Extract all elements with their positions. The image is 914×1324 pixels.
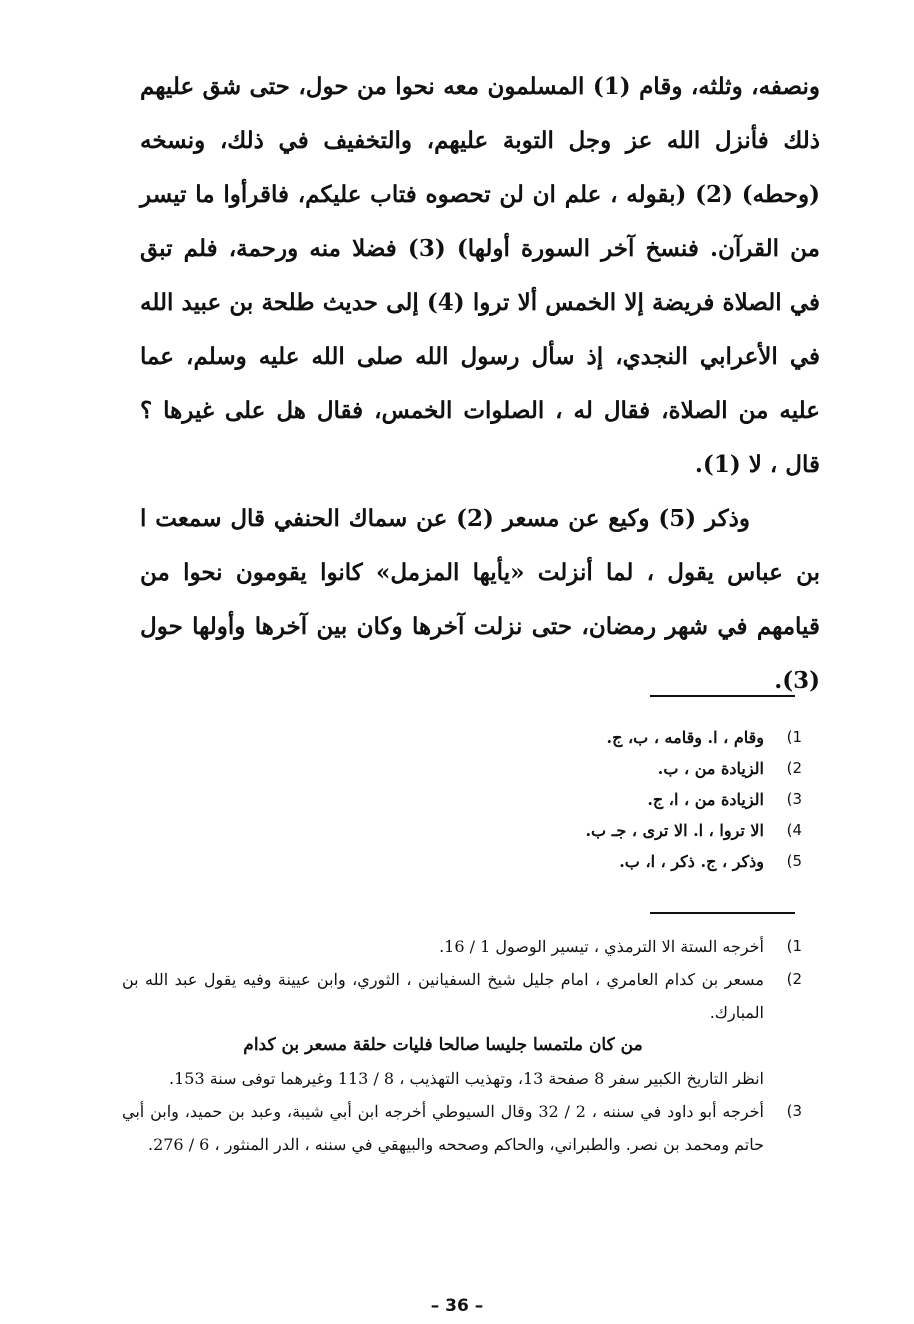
page-number: – 36 – <box>430 1296 484 1316</box>
note-text: الا تروا ، ا. الا ترى ، جـ ب. <box>585 821 764 840</box>
variant-note <box>502 722 802 753</box>
variant-note <box>502 753 802 784</box>
footnote-divider-2 <box>650 912 795 914</box>
note-number: 5) <box>786 852 802 870</box>
note-text: مسعر بن كدام العامري ، امام جليل شيخ السفيانين ، الثوري، وابن عيينة وفيه يقول عبد الله بن المبارك. <box>122 970 764 1022</box>
note-text: وقام ، ا. وقامه ، ب، ج. <box>606 728 764 747</box>
note-number: 3) <box>786 790 802 808</box>
reference-note <box>122 930 802 963</box>
variant-note <box>502 846 802 877</box>
note-number: 2) <box>786 970 802 988</box>
note-text: الزيادة من ، ا، ج. <box>647 790 764 809</box>
reference-note <box>122 1095 802 1161</box>
note-text: أخرجه الستة الا الترمذي ، تيسير الوصول 1 / 16. <box>439 937 764 956</box>
note-text: وذكر ، ج. ذكر ، ا، ب. <box>619 852 764 871</box>
poetry-verse: من كان ملتمسا جليسا صالحا فليات حلقة مسعر بن كدام <box>243 1035 643 1055</box>
main-paragraph-1: ونصفه، وثلثه، وقام (1) المسلمون معه نحوا من حول، حتى شق عليهم ذلك فأنزل الله عز وجل التوبة عليهم، والتخفيف في ذلك، ونسخه (وحطه) (2) (بقوله ، علم ان لن تحصوه فتاب عليكم، فاقرأوا ما تيسر من القرآن. فنسخ آخر السورة أولها) (3) فضلا منه ورحمة، فلم تبق في الصلاة فريضة إلا الخمس ألا تروا (4) إلى حديث طلحة بن عبيد الله في الأعرابي النجدي، إذ سأل رسول الله صلى الله عليه وسلم، عما عليه من الصلاة، فقال له ، الصلوات الخمس، فقال هل على غيرها ؟ قال ، لا (1). <box>140 73 820 478</box>
note-number: 1) <box>786 728 802 746</box>
variant-note <box>502 815 802 846</box>
reference-notes <box>122 930 802 1161</box>
variant-notes <box>502 722 802 877</box>
reference-note <box>122 963 802 1095</box>
variant-note <box>502 784 802 815</box>
note-text: الزيادة من ، ب. <box>657 759 764 778</box>
note-number: 3) <box>786 1102 802 1120</box>
footnote-divider-1 <box>650 695 795 697</box>
note-number: 1) <box>786 937 802 955</box>
note-text: انظر التاريخ الكبير سفر 8 صفحة 13، وتهذيب التهذيب ، 8 / 113 وغيرهما توفى سنة 153. <box>169 1069 764 1088</box>
note-number: 2) <box>786 759 802 777</box>
main-paragraph-2: وذكر (5) وكيع عن مسعر (2) عن سماك الحنفي قال سمعت ا بن عباس يقول ، لما أنزلت «يأيها المزمل» كانوا يقومون نحوا من قيامهم في شهر رمضان، حتى نزلت آخرها وكان بين آخرها وأولها حول (3). <box>140 505 820 694</box>
note-number: 4) <box>786 821 802 839</box>
main-text <box>140 60 820 708</box>
note-text: أخرجه أبو داود في سننه ، 2 / 32 وقال السيوطي أخرجه ابن أبي شيبة، وعبد بن حميد، وابن أبي حاتم ومحمد بن نصر. والطبراني، والحاكم وصححه والبيهقي في سننه ، الدر المنثور ، 6 / 276. <box>122 1102 765 1154</box>
